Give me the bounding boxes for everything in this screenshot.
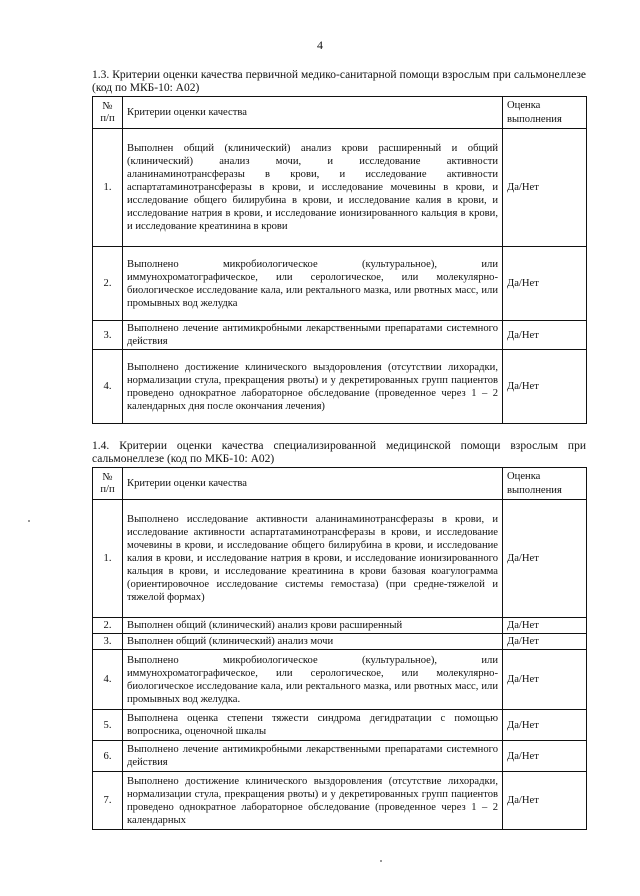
- row-evaluation: Да/Нет: [503, 500, 587, 618]
- row-criteria: Выполнена оценка степени тяжести синдрома дегидратации с помощью вопросника, оценочной шкалы: [123, 710, 503, 741]
- row-number: 4.: [93, 650, 123, 710]
- table-header-row: [93, 97, 587, 129]
- row-number: 2.: [93, 247, 123, 321]
- row-criteria: Выполнен общий (клинический) анализ крови расширенный: [123, 618, 503, 634]
- table-row: [93, 129, 587, 247]
- row-criteria: Выполнено исследование активности аланинаминотрансферазы в крови, и исследование активности аспартатаминотрансферазы в крови, и исследование мочевины в крови, и исследование общего билирубина в крови, и исследование калия в крови, и исследование натрия в крови, и исследование ионизированного кальция в крови, и исследование креатинина в крови базовая коагулограмма (ориентировочное исследование системы гемостаза) (при средне-тяжелой и тяжелой формах): [123, 500, 503, 618]
- table-row: [93, 500, 587, 618]
- row-criteria: Выполнено микробиологическое (культуральное), или иммунохроматографическое, или серологическое, или молекулярно-биологическое исследование кала, или ректального мазка, или рвотных масс, или промывных вод желудка: [123, 247, 503, 321]
- table-header-row: [93, 468, 587, 500]
- row-evaluation: Да/Нет: [503, 650, 587, 710]
- criteria-table-1-3: [92, 96, 587, 424]
- header-criteria: Критерии оценки качества: [123, 468, 503, 500]
- row-evaluation: Да/Нет: [503, 710, 587, 741]
- row-number: 4.: [93, 350, 123, 424]
- criteria-table-1-4: [92, 467, 587, 830]
- row-criteria: Выполнен общий (клинический) анализ мочи: [123, 634, 503, 650]
- row-evaluation: Да/Нет: [503, 247, 587, 321]
- header-number: № п/п: [93, 97, 123, 129]
- table-row: [93, 710, 587, 741]
- row-criteria: Выполнено достижение клинического выздоровления (отсутствие лихорадки, нормализации стула, прекращения рвоты) и у декретированных групп пациентов проведено однократное лабораторное обследование (проведенное через 1 – 2 календарных: [123, 772, 503, 830]
- table-row: [93, 741, 587, 772]
- row-number: 3.: [93, 321, 123, 350]
- row-number: 7.: [93, 772, 123, 830]
- row-number: 2.: [93, 618, 123, 634]
- section-heading-1-3: 1.3. Критерии оценки качества первичной медико-санитарной помощи взрослым при сальмонеллезе (код по МКБ-10: А02): [92, 69, 586, 94]
- table-row: [93, 634, 587, 650]
- row-number: 6.: [93, 741, 123, 772]
- row-evaluation: Да/Нет: [503, 618, 587, 634]
- row-number: 1.: [93, 129, 123, 247]
- header-evaluation: Оценка выполнения: [503, 97, 587, 129]
- row-criteria: Выполнено лечение антимикробными лекарственными препаратами системного действия: [123, 741, 503, 772]
- table-row: [93, 618, 587, 634]
- row-evaluation: Да/Нет: [503, 772, 587, 830]
- row-number: 1.: [93, 500, 123, 618]
- scan-speck: [380, 860, 382, 862]
- row-criteria: Выполнено лечение антимикробными лекарственными препаратами системного действия: [123, 321, 503, 350]
- row-number: 3.: [93, 634, 123, 650]
- row-evaluation: Да/Нет: [503, 350, 587, 424]
- header-criteria: Критерии оценки качества: [123, 97, 503, 129]
- header-number: № п/п: [93, 468, 123, 500]
- row-evaluation: Да/Нет: [503, 741, 587, 772]
- section-heading-1-4: 1.4. Критерии оценки качества специализированной медицинской помощи взрослым при сальмонеллезе (код по МКБ-10: А02): [92, 440, 586, 465]
- row-criteria: Выполнено достижение клинического выздоровления (отсутствии лихорадки, нормализации стула, прекращения рвоты) и у декретированных групп пациентов проведено однократное лабораторное обследование (проведенное через 1 – 2 календарных дня после окончания лечения): [123, 350, 503, 424]
- row-criteria: Выполнено микробиологическое (культуральное), или иммунохроматографическое, или серологическое, или молекулярно-биологическое исследование кала, или ректального мазка, или рвотных масс, или промывных вод желудка.: [123, 650, 503, 710]
- row-evaluation: Да/Нет: [503, 129, 587, 247]
- row-evaluation: Да/Нет: [503, 634, 587, 650]
- table-row: [93, 247, 587, 321]
- table-row: [93, 321, 587, 350]
- table-row: [93, 650, 587, 710]
- page-number: 4: [317, 38, 323, 52]
- row-criteria: Выполнен общий (клинический) анализ крови расширенный и общий (клинический) анализ мочи, и исследование активности аланинаминотрансферазы в крови, и исследование активности аспартатаминотрансферазы в крови, и исследование мочевины в крови, и исследование общего билирубина в крови, и исследование калия в крови, и исследование натрия в крови, и исследование ионизированного кальция в крови, и исследование креатинина в крови: [123, 129, 503, 247]
- header-evaluation: Оценка выполнения: [503, 468, 587, 500]
- table-row: [93, 772, 587, 830]
- row-evaluation: Да/Нет: [503, 321, 587, 350]
- row-number: 5.: [93, 710, 123, 741]
- scan-speck: [28, 520, 30, 522]
- table-row: [93, 350, 587, 424]
